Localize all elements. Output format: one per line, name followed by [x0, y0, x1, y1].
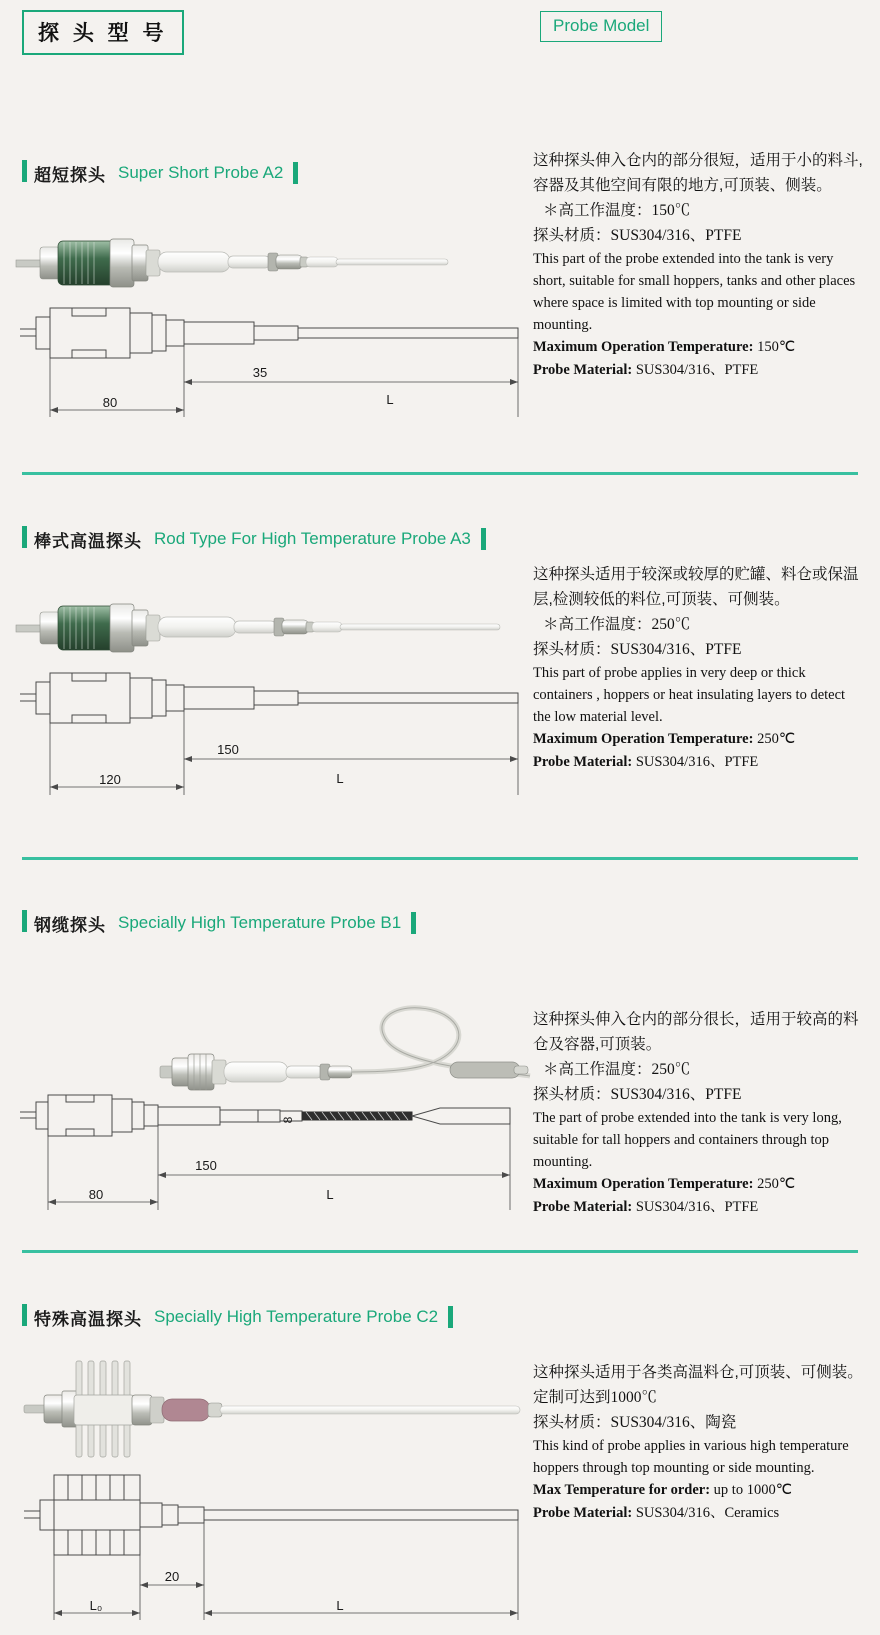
- section-a3-title: [0, 524, 486, 554]
- a3-max-temp-value: 250℃: [757, 731, 796, 747]
- section-a3-title-cn: 棒式高温探头: [34, 531, 142, 551]
- section-a3-drawing: [10, 577, 530, 827]
- section-c2-title-en: Specially High Temperature Probe C2: [154, 1307, 439, 1326]
- a2-material: [533, 359, 863, 382]
- b1-material-label: Probe Material:: [533, 1199, 633, 1215]
- c2-material: [533, 1502, 863, 1525]
- c2-desc-en: This kind of probe applies in various high temperature hoppers through top mounting or side mounting.: [533, 1438, 849, 1476]
- section-c2-title: [0, 1302, 453, 1332]
- header-title-cn-box: [22, 10, 184, 55]
- b1-spec-temp: ＊高工作温度：250℃: [543, 1061, 691, 1078]
- dim-c2-20: 20: [164, 1569, 180, 1584]
- section-a3-description: [533, 562, 863, 774]
- a2-max-temp-label: Maximum Operation Temperature:: [533, 339, 754, 355]
- b1-max-temp-value: 250℃: [757, 1176, 796, 1192]
- dim-b1-150: 150: [195, 1158, 217, 1173]
- b1-max-temp-label: Maximum Operation Temperature:: [533, 1176, 754, 1192]
- page-title-cn: 探 头 型 号: [38, 22, 168, 45]
- title-bar-left: [22, 526, 27, 548]
- a3-max-temp: [533, 728, 863, 751]
- a3-spec-material: 探头材质：SUS304/316、PTFE: [533, 641, 742, 658]
- page-header: [0, 0, 880, 62]
- dim-b1-L: L: [326, 1187, 334, 1202]
- section-a2-title-en: Super Short Probe A2: [118, 163, 284, 182]
- section-c2-description: [533, 1360, 863, 1525]
- header-title-en-box: [540, 11, 662, 42]
- section-a2-description: [533, 148, 863, 382]
- b1-max-temp: [533, 1173, 863, 1196]
- title-bar-right: [293, 162, 298, 184]
- title-bar-right: [448, 1306, 453, 1328]
- section-a2-title: [0, 158, 298, 188]
- title-bar-right: [481, 528, 486, 550]
- a2-spec-temp: ＊高工作温度：150℃: [543, 202, 691, 219]
- a2-max-temp: [533, 336, 863, 359]
- section-b1-description: [533, 1007, 863, 1219]
- b1-desc-cn: 这种探头伸入仓内的部分很长，适用于较高的料仓及容器,可顶装。: [533, 1011, 859, 1053]
- divider-2: [22, 857, 858, 860]
- a3-desc-cn: 这种探头适用于较深或较厚的贮罐、料仓或保温层,检测较低的料位,可顶装、可侧装。: [533, 566, 859, 608]
- section-b1-drawing: [10, 962, 530, 1232]
- a2-spec-material: 探头材质：SUS304/316、PTFE: [533, 227, 742, 244]
- a2-material-value: SUS304/316、PTFE: [635, 362, 759, 378]
- dim-a3-150: 150: [217, 742, 239, 757]
- a3-spec-temp: ＊高工作温度：250℃: [543, 616, 691, 633]
- a2-desc-en: This part of the probe extended into the tank is very short, suitable for small hoppers, tanks and other places where space is limited with top mounting or side mounting.: [533, 251, 856, 333]
- dim-b1-80: 80: [88, 1187, 104, 1202]
- dim-a3-120: 120: [99, 772, 121, 787]
- section-a2-drawing: [10, 212, 530, 442]
- a3-desc-en: This part of probe applies in very deep or thick containers , hoppers or heat insulating layers to detect the low material level.: [533, 665, 846, 725]
- title-bar-left: [22, 910, 27, 932]
- section-b1-title-cn: 钢缆探头: [34, 915, 106, 935]
- c2-material-value: SUS304/316、Ceramics: [635, 1505, 780, 1521]
- page-title-en: Probe Model: [553, 16, 650, 35]
- c2-max-temp-label: Max Temperature for order:: [533, 1482, 711, 1498]
- dim-a3-L: L: [336, 771, 344, 786]
- section-c2-drawing: [10, 1345, 530, 1635]
- c2-material-label: Probe Material:: [533, 1505, 633, 1521]
- c2-max-temp-value: up to 1000℃: [713, 1482, 792, 1498]
- b1-desc-en: The part of probe extended into the tank is very long, suitable for tall hoppers and containers through top mounting.: [533, 1110, 842, 1170]
- section-a2-title-cn: 超短探头: [34, 165, 106, 185]
- divider-1: [22, 472, 858, 475]
- a3-material-value: SUS304/316、PTFE: [635, 754, 759, 770]
- title-bar-right: [411, 912, 416, 934]
- dim-b1-8: 8: [281, 1116, 295, 1124]
- dim-c2-L0: L₀: [89, 1598, 103, 1613]
- b1-material-value: SUS304/316、PTFE: [635, 1199, 759, 1215]
- title-bar-left: [22, 1304, 27, 1326]
- a2-desc-cn: 这种探头伸入仓内的部分很短，适用于小的料斗,容器及其他空间有限的地方,可顶装、侧装。: [533, 152, 863, 194]
- a3-material-label: Probe Material:: [533, 754, 633, 770]
- b1-spec-material: 探头材质：SUS304/316、PTFE: [533, 1086, 742, 1103]
- b1-material: [533, 1196, 863, 1219]
- c2-desc-cn: 这种探头适用于各类高温料仓,可顶装、可侧装。: [533, 1364, 863, 1381]
- a3-max-temp-label: Maximum Operation Temperature:: [533, 731, 754, 747]
- dim-a2-L: L: [386, 392, 394, 407]
- section-b1-title: [0, 908, 416, 938]
- dim-a2-35: 35: [252, 365, 268, 380]
- section-c2-title-cn: 特殊高温探头: [34, 1309, 142, 1329]
- dim-c2-L: L: [336, 1598, 344, 1613]
- c2-spec-temp: 定制可达到1000℃: [533, 1389, 658, 1406]
- a2-material-label: Probe Material:: [533, 362, 633, 378]
- section-b1-title-en: Specially High Temperature Probe B1: [118, 913, 402, 932]
- divider-3: [22, 1250, 858, 1253]
- a2-max-temp-value: 150℃: [757, 339, 796, 355]
- title-bar-left: [22, 160, 27, 182]
- c2-spec-material: 探头材质：SUS304/316、陶瓷: [533, 1414, 737, 1431]
- a3-material: [533, 751, 863, 774]
- dim-a2-80: 80: [102, 395, 118, 410]
- section-a3-title-en: Rod Type For High Temperature Probe A3: [154, 529, 471, 548]
- c2-max-temp: [533, 1479, 863, 1502]
